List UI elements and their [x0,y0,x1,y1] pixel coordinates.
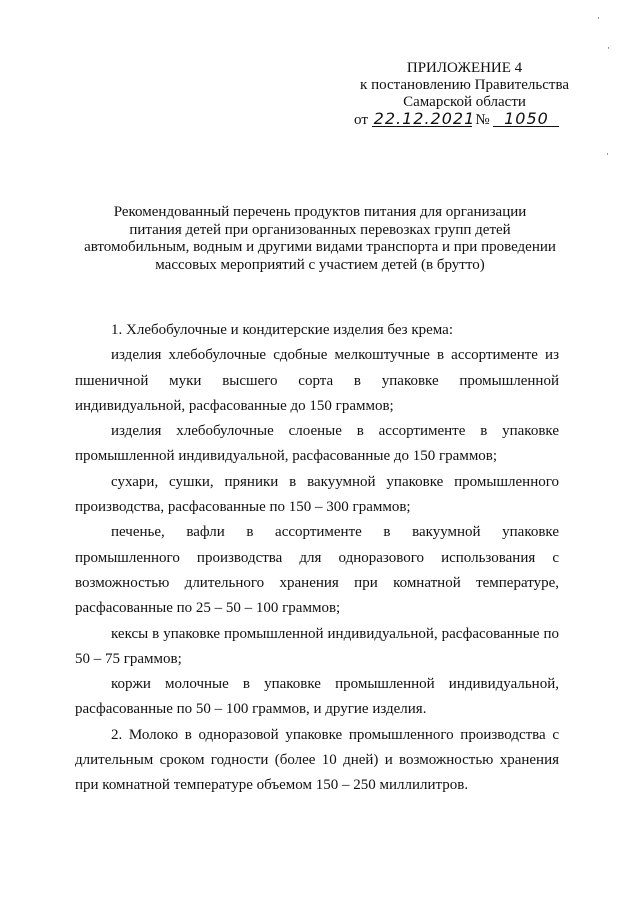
list-item: печенье, вафли в ассортименте в вакуумной упаковке промышленного производства для одноразового использования с возможностью длительного хранения при комнатной температуре, расфасованные по 25 – 50 – 100 граммов; [75,524,559,617]
list-item: кексы в упаковке промышленной индивидуальной, расфасованные по 50 – 75 граммов; [75,625,559,667]
title-line-4: массовых мероприятий с участием детей (в брутто) [155,256,485,273]
list-item: изделия хлебобулочные слоеные в ассортименте в упаковке промышленной индивидуальной, расфасованные до 150 граммов; [75,423,559,465]
handwritten-date: 22.12.2021 [373,109,476,128]
section-1-heading: 1. Хлебобулочные и кондитерские изделия без крема: [111,322,453,338]
scan-speck: · [597,14,600,24]
title-line-1: Рекомендованный перечень продуктов питания для организации [113,204,527,220]
list-item: изделия хлебобулочные сдобные мелкоштучные в ассортименте из пшеничной муки высшего сорта в упаковке промышленной индивидуальной, расфасованные до 150 граммов; [75,347,559,414]
appendix-header [354,60,569,129]
appendix-region: Самарской области [403,94,526,110]
document-title [78,204,562,274]
appendix-date-line [354,111,569,129]
date-prefix: от [354,112,368,128]
handwritten-number: 1050 [493,111,559,127]
appendix-title: ПРИЛОЖЕНИЕ 4 [406,60,523,76]
number-prefix: № [475,112,490,128]
list-item: коржи молочные в упаковке промышленной индивидуальной, расфасованные по 50 – 100 граммов, и другие изделия. [75,676,559,718]
appendix-resolution: к постановлению Правительства [360,77,569,93]
scan-speck: · [606,150,609,160]
list-item: сухари, сушки, пряники в вакуумной упаковке промышленного производства, расфасованные по 150 – 300 граммов; [75,473,559,516]
title-line-3: автомобильным, водным и другими видами транспорта и при проведении [84,239,556,255]
document-body [75,318,559,799]
section-2-paragraph: 2. Молоко в одноразовой упаковке промышленного производства с длительным сроком годности (более 10 дней) и возможностью хранения при комнатной температуре объемом 150 – 250 миллилитров. [75,726,559,794]
title-line-2: питания детей при организованных перевозках групп детей [129,221,511,238]
scan-speck: · [607,44,610,54]
